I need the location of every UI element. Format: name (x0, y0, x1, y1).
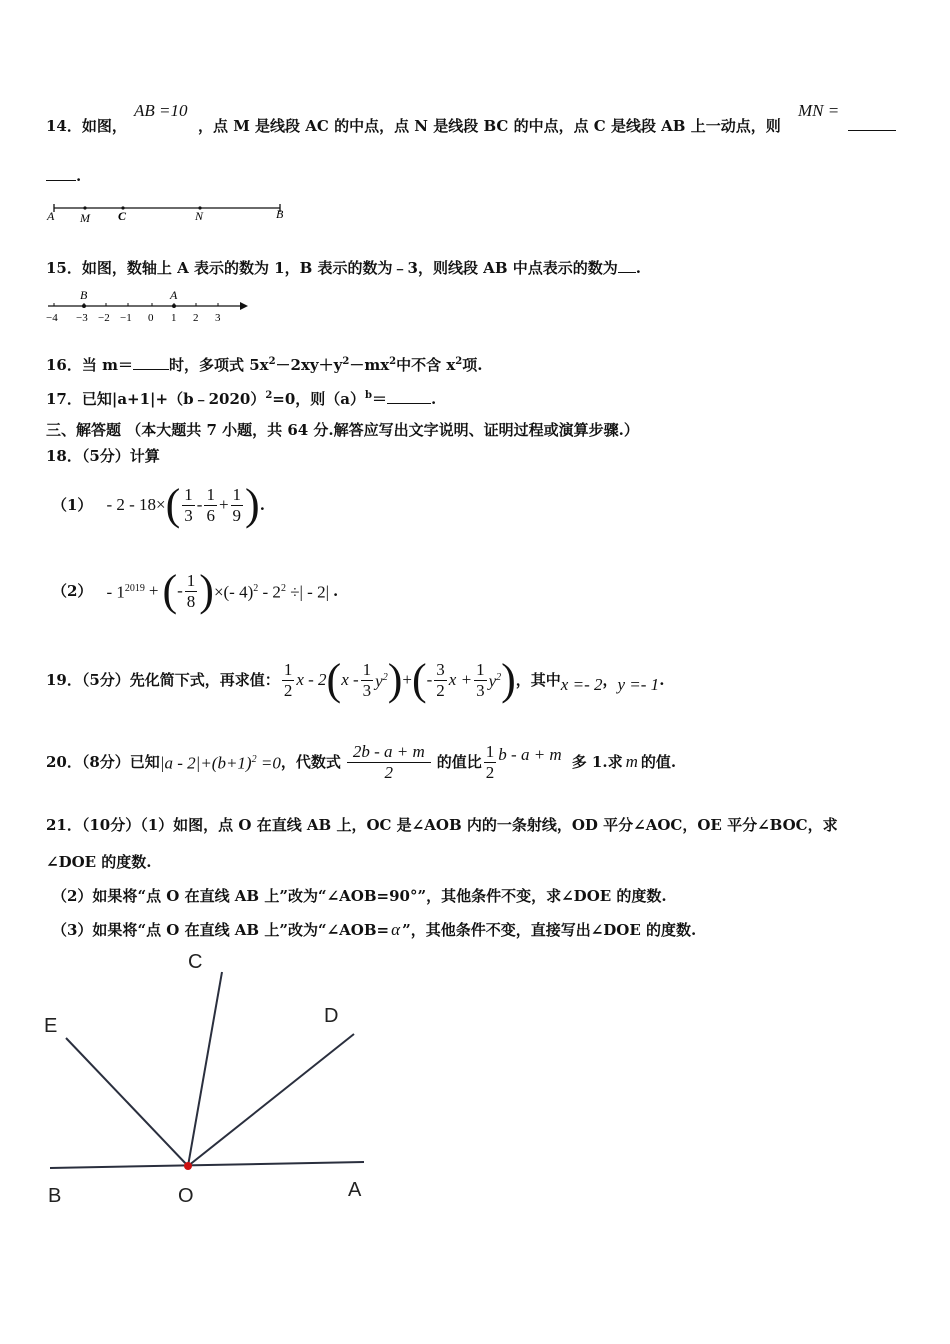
q14-label-m: M (80, 211, 90, 225)
section3-heading: 三、解答题 （本大题共 7 小题，共 64 分.解答应写出文字说明、证明过程或演算步骤.） (46, 421, 639, 439)
q15-text: 15．如图，数轴上 A 表示的数为 1，B 表示的数为﹣3，则线段 AB 中点表示的数为 (46, 259, 618, 277)
q15-point-a: A (170, 288, 178, 302)
q15-line: 15．如图，数轴上 A 表示的数为 1，B 表示的数为﹣3，则线段 AB 中点表示的数为 . (46, 259, 641, 277)
q14-blank-a (848, 116, 896, 136)
ray-oc (188, 972, 222, 1166)
q15-tick-label: −1 (120, 312, 132, 324)
q14-label-n: N (195, 209, 204, 223)
q14-line (46, 116, 127, 136)
q21-line1: 21．（10分）（1）如图，点 O 在直线 AB 上，OC 是∠AOB 内的一条射线，OD 平分∠AOC，OE 平分∠BOC，求 (46, 816, 838, 834)
q21-angle-figure (30, 940, 390, 1215)
q15-tick-label: 1 (171, 312, 177, 324)
q20-line: 20．（8分）已知 $|a - 2|+(b+1)^2 =0$ ，代数式 $\frac{2b - a + m}{2}$ 的值比 $\frac{1}{2}$ b - a + m 多 1.求 m 的值. (46, 741, 677, 782)
label-o: O (178, 1185, 194, 1207)
q14-label-c: C (118, 209, 127, 223)
q18-part1: （1） - 2 - 18× ( $\frac{1}{3}$ - $\frac{1}{6}$ + $\frac{1}{9}$ ) . (52, 480, 265, 529)
q18-title: 18．（5分）计算 (46, 447, 160, 465)
label-a: A (348, 1179, 362, 1201)
line-ba (50, 1162, 364, 1168)
q15-tick-label: −3 (76, 312, 88, 324)
q15-number-line (40, 286, 260, 326)
q14-given: AB =10 (134, 101, 188, 120)
q15-tick-label: −2 (98, 312, 110, 324)
q14-blank-b: . (46, 166, 81, 186)
q21-line2: ∠DOE 的度数. (46, 853, 152, 871)
q15-tick-label: −4 (46, 312, 58, 324)
label-b: B (48, 1185, 62, 1207)
ray-od (188, 1034, 354, 1166)
label-d: D (324, 1005, 339, 1027)
q21-line4: （3）如果将“点 O 在直线 AB 上”改为“∠AOB= α ”，其他条件不变，直接写出∠DOE 的度数. (52, 920, 697, 939)
q18-part2: （2） - $1^{2019}$ + ( - $\frac{1}{8}$ ) ×(- $4)^2 - 2^2$ ÷| - 2| . (52, 566, 339, 615)
ray-oe (66, 1038, 188, 1166)
q19-line: 19．（5分）先化简下式，再求值： $\frac{1}{2}$ x - 2 ( x - $\frac{1}{3}$ $y^2$ ) + ( - $\frac{3}{2}$ x + $\frac{1}{3}$ $y^2$ ) ，其中 x =- 2 ， y =- 1 . (46, 655, 665, 704)
point-o (184, 1162, 192, 1170)
q14-text: ，点 M 是线段 AC 的中点，点 N 是线段 BC 的中点，点 C 是线段 AB 上一动点，则 (198, 117, 781, 135)
q21-line3: （2）如果将“点 O 在直线 AB 上”改为“∠AOB=90°”，其他条件不变，求∠DOE 的度数. (52, 887, 667, 905)
q14-label-a: A (47, 209, 55, 223)
q15-tick-label: 3 (215, 312, 221, 324)
q15-point-b: B (80, 288, 88, 302)
q14-segment-figure (40, 198, 300, 226)
q14-label-b: B (276, 207, 284, 221)
q14-number: 14．如图， (46, 117, 127, 135)
q16-line: 16．当 m＝ 时，多项式 $5x^2-2xy+y^2-mx^2$中不含 $x^2$项. (46, 356, 483, 374)
label-e: E (44, 1015, 58, 1037)
q14-mn: MN = (798, 101, 840, 120)
label-c: C (188, 951, 203, 973)
q15-tick-label: 2 (193, 312, 199, 324)
q15-tick-label: 0 (148, 312, 154, 324)
q17-line: 17．已知|a+1|+（b﹣2020）$^2$=0，则$(a)^b=$ . (46, 390, 437, 408)
